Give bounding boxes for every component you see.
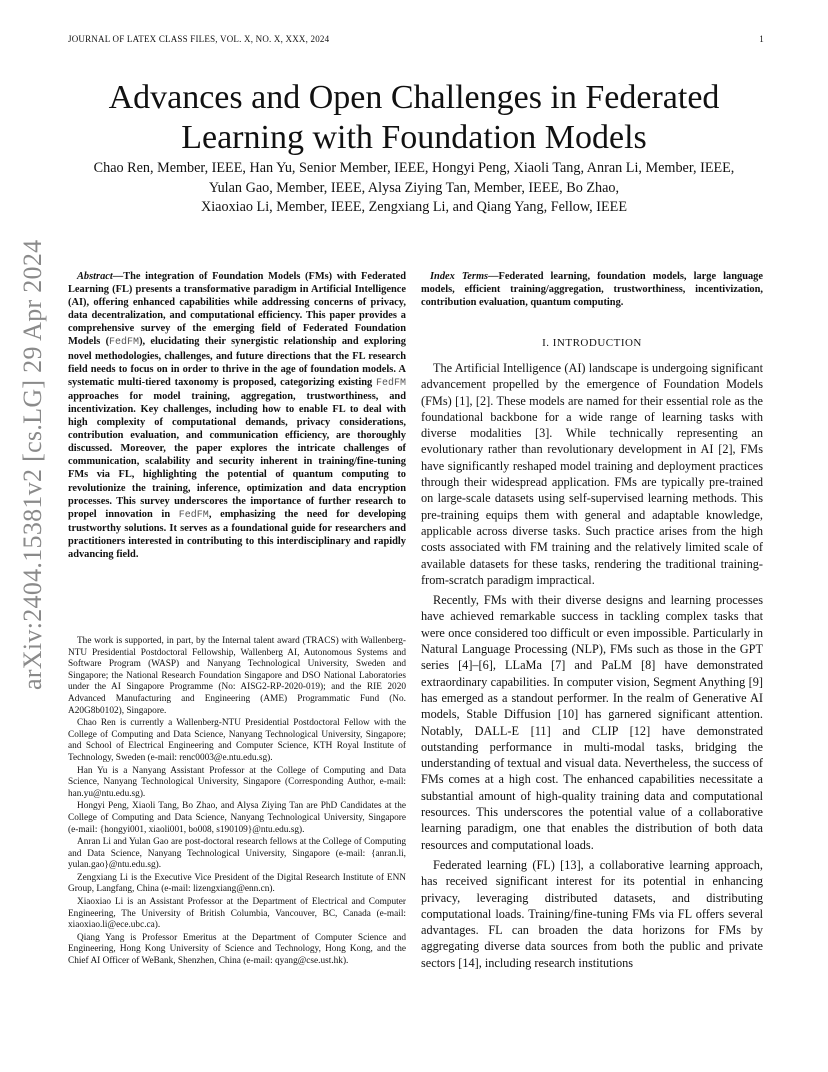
footnote-funding: The work is supported, in part, by the Internal talent award (TRACS) with Wallenberg-NTU Presidential Postdoctoral Fellowship, Wallenberg AI, Autonomous Systems and Software Program (WASP) and Nanyang Technological University, Sweden and Singapore; the National Research Foundation Singapore and DSO National Laboratories under the AI Singapore Programme (No: AISG2-RP-2020-019); and the RIE 2020 Advanced Manufacturing and Engineering (AME) Programmatic Fund (No. A20G8b0102), Singapore. bbox=[68, 636, 406, 716]
body-paragraph: Recently, FMs with their diverse designs and learning processes have achieved remarkable success in tackling complex tasks that were once considered too difficult or even impossible. Particularly in Natural Language Processing (NLP), FMs such as those in the GPT series [4]–[6], LLaMa [7] and PaLM [8] have demonstrated extraordinary capabilities. In computer vision, Segment Anything [9] has emerged as a standout performer. In the realm of Generative AI models, Stable Diffusion [10] has garnered significant attention. Notably, DALL-E [11] and CLIP [12] have demonstrated outstanding performance in multi-modal tasks, bridging the understanding of textual and visual data. Nevertheless, the success of FMs comes at a high cost. The enhanced capabilities necessitate a substantial amount of high-quality training data and computational resources. This underscores the potential value of a collaborative learning paradigm, one that enables the distribution of both data resources and computational loads. bbox=[421, 593, 763, 852]
abstract-label: Abstract bbox=[77, 271, 113, 282]
index-terms bbox=[421, 270, 763, 309]
index-terms-block bbox=[421, 270, 763, 309]
author-line-1: Chao Ren, Member, IEEE, Han Yu, Senior Member, IEEE, Hongyi Peng, Xiaoli Tang, Anran Li, Member, IEEE, bbox=[93, 160, 735, 176]
index-terms-text: —Federated learning, foundation models, large language models, efficient training/aggregation, trustworthiness, incentivization, contribution evaluation, quantum computing. bbox=[421, 271, 763, 309]
abstract-text-1: —The integration of Foundation Models (FMs) with Federated Learning (FL) presents a transformative paradigm in Artificial Intelligence (AI), offering enhanced capabilities while addressing concerns of privacy, data decentralization, and computational efficiency. This paper provides a comprehensive survey of the emerging field of Federated Foundation Models ( bbox=[68, 271, 406, 348]
index-terms-label: Index Terms bbox=[430, 271, 489, 282]
body-paragraph: Federated learning (FL) [13], a collaborative learning approach, has received significant interest for its potential in enhancing privacy, leveraging distributed datasets, and distributing computational loads. Training/fine-tuning FMs via FL offers several advantages. FL can broaden the data horizons for FMs by aggregating diverse data sources from both the public and private sectors [14], including research institutions bbox=[421, 857, 763, 970]
fedfm-term: FedFM bbox=[178, 509, 209, 521]
abstract-text-2: ), elucidating their synergistic relationship and exploring novel methodologies, challenges, and future directions that the FL research field needs to focus on in order to thrive in the age of foundation models. A systematic multi-tiered taxonomy is proposed, categorizing existing bbox=[68, 336, 406, 388]
author-line-3: Xiaoxiao Li, Member, IEEE, Zengxiang Li, and Qiang Yang, Fellow, IEEE bbox=[200, 199, 627, 215]
body-paragraph: The Artificial Intelligence (AI) landscape is undergoing significant advancement propelled by the emergence of Foundation Models (FMs) [1], [2]. These models are named for their essential role as the foundational backbone for a wide range of learning tasks with diverse modalities [3]. While technically representing an evolutionary rather than revolutionary development in AI [2], FMs have significantly reshaped model training and deployment practices through their widespread application. FMs are typically pre-trained on large-scale datasets using self-supervised learning methods. This pre-training equips them with general and adaptable knowledge, applicable across diverse tasks. Such practice arises from the high costs associated with FM training and the relatively limited scale of available datasets for these tasks, rendering the traditional training-from-scratch paradigm impractical. bbox=[421, 361, 763, 587]
page-number: 1 bbox=[759, 34, 764, 44]
footnote-author: Han Yu is a Nanyang Assistant Professor at the College of Computing and Data Science, Nanyang Technological University, Singapore (Corresponding Author, e-mail: han.yu@ntu.edu.sg). bbox=[68, 765, 406, 799]
section-heading: I. INTRODUCTION bbox=[542, 337, 642, 349]
footnote-author: Anran Li and Yulan Gao are post-doctoral research fellows at the College of Computing and Data Science, Nanyang Technological University, Singapore (e-mail: {anran.li, yulan.gao}@ntu.edu.sg). bbox=[68, 837, 406, 871]
abstract-text-3: approaches for model training, aggregation, trustworthiness, and incentivization. Key challenges, including how to enable FL to deal with high complexity of computational demands, privacy considerations, contribution evaluation, and communication efficiency, are thoroughly discussed. Moreover, the paper explores the intricate challenges of communication, scalability and security inherent in training/fine-tuning FMs via FL, highlighting the potential of quantum computing to revolutionize the training, inference, optimization and data encryption processes. This survey underscores the importance of further research to propel innovation in bbox=[68, 390, 406, 520]
abstract-text-4: , emphasizing the need for developing trustworthy solutions. It serves as a foundational guide for researchers and practitioners interested in contributing to this interdisciplinary and rapidly advancing field. bbox=[68, 508, 406, 560]
introduction-body bbox=[421, 360, 763, 975]
arxiv-identifier[interactable]: arXiv:2404.15381v2 [cs.LG] 29 Apr 2024 bbox=[18, 239, 47, 690]
fedfm-term: FedFM bbox=[109, 337, 140, 349]
author-line-2: Yulan Gao, Member, IEEE, Alysa Ziying Tan, Member, IEEE, Bo Zhao, bbox=[208, 179, 620, 196]
footnote-author: Zengxiang Li is the Executive Vice President of the Digital Research Institute of ENN Group, Langfang, China (e-mail: lizengxiang@enn.cn). bbox=[68, 872, 406, 895]
footnote-author: Hongyi Peng, Xiaoli Tang, Bo Zhao, and Alysa Ziying Tan are PhD Candidates at the College of Computing and Data Science, Nanyang Technological University, Singapore (e-mail: {hongyi001, xiaoli001, bo008, s190109}@ntu.edu.sg). bbox=[68, 801, 406, 835]
footnote-author: Xiaoxiao Li is an Assistant Professor at the Department of Electrical and Computer Engineering, The University of British Columbia, Vancouver, BC, Canada (e-mail: xiaoxiao.li@ece.ubc.ca). bbox=[68, 897, 406, 931]
author-list bbox=[56, 159, 772, 218]
footnote-author: Qiang Yang is Professor Emeritus at the Department of Computer Science and Engineering, Hong Kong University of Science and Technology, Hong Kong, and the Chief AI Officer of WeBank, Shenzhen, China (e-mail: qyang@cse.ust.hk). bbox=[68, 932, 406, 967]
journal-name: JOURNAL OF LATEX CLASS FILES, VOL. X, NO. X, XXX, 2024 bbox=[68, 34, 330, 44]
fedfm-term: FedFM bbox=[375, 377, 406, 389]
paper-title: Advances and Open Challenges in Federated Learning with Foundation Models bbox=[108, 79, 720, 156]
running-header bbox=[68, 34, 764, 48]
left-column bbox=[68, 270, 406, 561]
footnotes bbox=[68, 636, 406, 969]
abstract bbox=[68, 270, 406, 561]
footnote-author: Chao Ren is currently a Wallenberg-NTU Presidential Postdoctoral Fellow with the College of Computing and Data Science, Nanyang Technological University, Singapore; and School of Electrical Engineering and Computer Science, KTH Royal Institute of Technology, Sweden (e-mail: renc0003@e.ntu.edu.sg). bbox=[68, 718, 406, 763]
